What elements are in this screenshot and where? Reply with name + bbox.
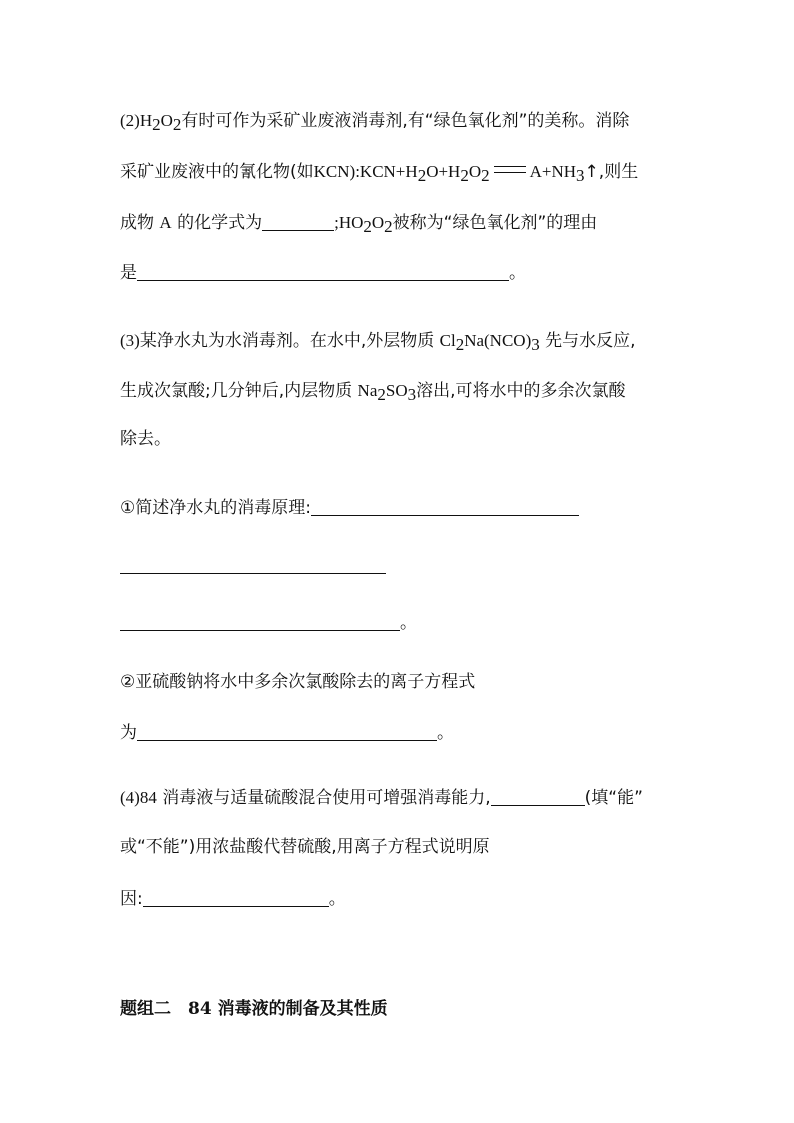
answer-blank-formula-a[interactable] <box>262 214 334 231</box>
q3-sub1: ①简述净水丸的消毒原理: <box>120 497 579 519</box>
answer-blank-ionic-equation[interactable] <box>137 724 437 741</box>
q3-line-1: (3)某净水丸为水消毒剂。在水中,外层物质 $Cl_2Na(NCO)_3$ 先与水反应, <box>120 331 636 354</box>
q2-line-4: 是 。 <box>120 263 526 283</box>
q3-line-3: 除去。 <box>120 429 171 449</box>
section-heading: 题组二 84 消毒液的制备及其性质 <box>120 999 388 1019</box>
q3-sub1-end: 。 <box>120 612 417 634</box>
answer-blank-can-or-cannot[interactable] <box>491 789 585 806</box>
q2-line-3: 成物 A 的化学式为 $;HO_2O_2$被称为“绿色氧化剂”的理由 <box>120 213 598 236</box>
q3-sub2-answer: 为 。 <box>120 723 454 743</box>
answer-blank-principle-3[interactable] <box>120 614 400 631</box>
answer-blank-reason-equation[interactable] <box>143 890 329 907</box>
answer-blank-principle-2[interactable] <box>120 572 386 574</box>
q3-sub2: ②亚硫酸钠将水中多余次氯酸除去的离子方程式 <box>120 672 476 692</box>
q4-line-1: (4)84 消毒液与适量硫酸混合使用可增强消毒能力, (填“能” <box>120 788 643 808</box>
answer-blank-reason[interactable] <box>137 264 509 281</box>
q3-number: (3) <box>120 331 140 350</box>
q2-number: (2) <box>120 111 140 130</box>
q3-line-2: 生成次氯酸;几分钟后,内层物质 $Na_2SO_3$溶出,可将水中的多余次氯酸 <box>120 381 626 404</box>
q2-line-1: $(2)H_2O_2$有时可作为采矿业废液消毒剂,有“绿色氧化剂”的美称。消除 <box>120 111 630 134</box>
q4-line-3: 因: 。 <box>120 889 346 909</box>
q4-number: (4)84 <box>120 788 157 807</box>
reaction-equals-sign <box>494 166 526 173</box>
answer-blank-principle-1[interactable] <box>311 499 579 516</box>
q2-line-2: 采矿业废液中的氰化物(如$KCN):KCN+H_2O+H_2O_2$ $A+NH_3↑$,则生 <box>120 162 639 185</box>
q4-line-2: 或“不能”)用浓盐酸代替硫酸,用离子方程式说明原 <box>120 837 490 857</box>
